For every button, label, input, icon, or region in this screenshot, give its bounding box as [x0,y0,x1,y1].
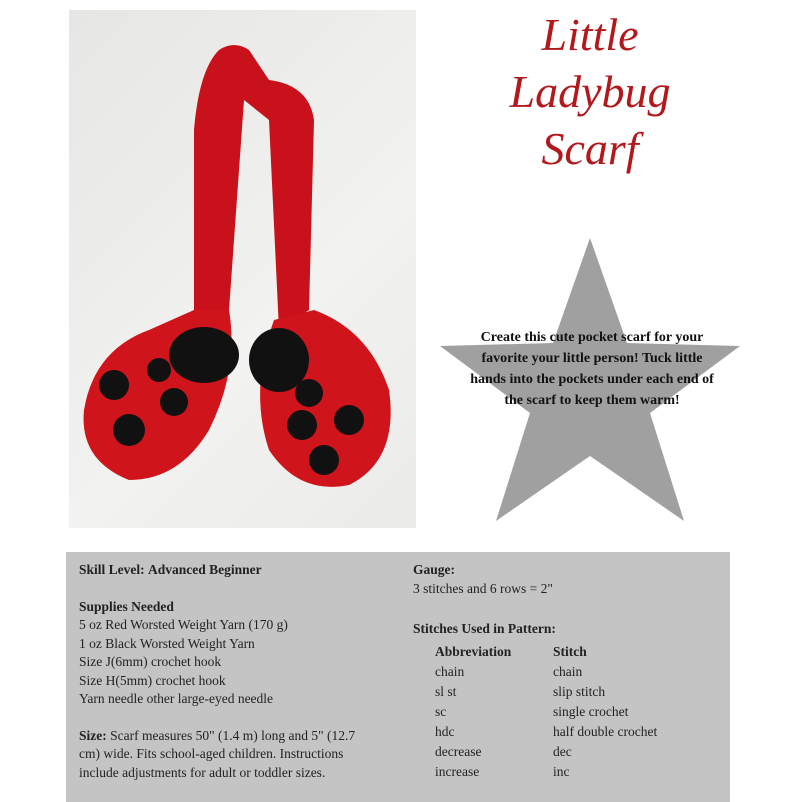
supplies-heading: Supplies Needed [79,598,174,614]
table-row: hdc half double crochet [435,724,658,740]
supply-item: Size H(5mm) crochet hook [79,672,226,688]
title-line: Little [541,9,639,60]
supply-item: 1 oz Black Worsted Weight Yarn [79,635,255,651]
column-header: Stitch [553,644,587,660]
table-row: sl st slip stitch [435,684,606,700]
table-row: increase inc [435,764,570,780]
title-line: Scarf [541,123,639,174]
gauge-heading: Gauge: [413,562,455,577]
description: Create this cute pocket scarf for your favorite your little person! Tuck little hands into the pockets under each end of the scarf to keep them warm! [470,330,714,408]
stitches-heading: Stitches Used in Pattern: [413,621,556,636]
page-title [470,6,710,177]
supply-item: Yarn needle other large-eyed needle [79,691,274,706]
title-line: Ladybug [509,66,671,117]
table-row: decrease dec [435,744,572,760]
table-row: chain chain [435,664,583,680]
table-row: sc single crochet [435,704,629,720]
scarf-photo [69,10,416,528]
supply-item: 5 oz Red Worsted Weight Yarn (170 g) [79,617,288,632]
gauge-text: 3 stitches and 6 rows = 2" [413,580,553,596]
column-header: Abbreviation [435,644,512,660]
supply-item: Size J(6mm) crochet hook [79,654,222,669]
info-panel [66,552,730,802]
size-info: Size: Scarf measures 50" (1.4 m) long and 5" (12.7 cm) wide. Fits school-aged children. Instructions include adjustments for adult or toddler sizes. [79,727,356,780]
stitches-table [435,643,657,783]
skill-level: Skill Level: Advanced Beginner [79,562,262,577]
